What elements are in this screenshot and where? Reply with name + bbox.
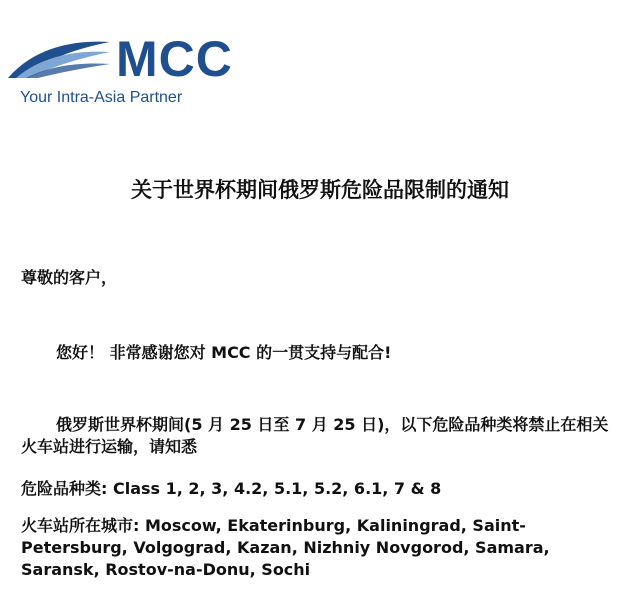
document-title: 关于世界杯期间俄罗斯危险品限制的通知: [131, 178, 509, 202]
station-cities: 火车站所在城市: Moscow, Ekaterinburg, Kaliningrad, Saint-Petersburg, Volgograd, Kazan, Nizhniy Novgorod, Samara, Saransk, Rostov-na-Donu, Sochi: [21, 516, 550, 579]
notice-paragraph: 俄罗斯世界杯期间(5 月 25 日至 7 月 25 日)，以下危险品种类将禁止在相关火车站进行运输，请知悉: [21, 415, 609, 456]
swoosh-logo-icon: [6, 38, 112, 82]
hello-paragraph: 您好！ 非常感谢您对 MCC 的一贯支持与配合!: [56, 343, 392, 362]
greeting-line: 尊敬的客户，: [21, 268, 118, 287]
dangerous-goods-classes: 危险品种类: Class 1, 2, 3, 4.2, 5.1, 5.2, 6.1, 7 & 8: [21, 479, 442, 498]
logo-wordmark: MCC: [116, 31, 233, 87]
company-logo: [6, 31, 246, 116]
logo-tagline: Your Intra-Asia Partner: [20, 89, 183, 106]
